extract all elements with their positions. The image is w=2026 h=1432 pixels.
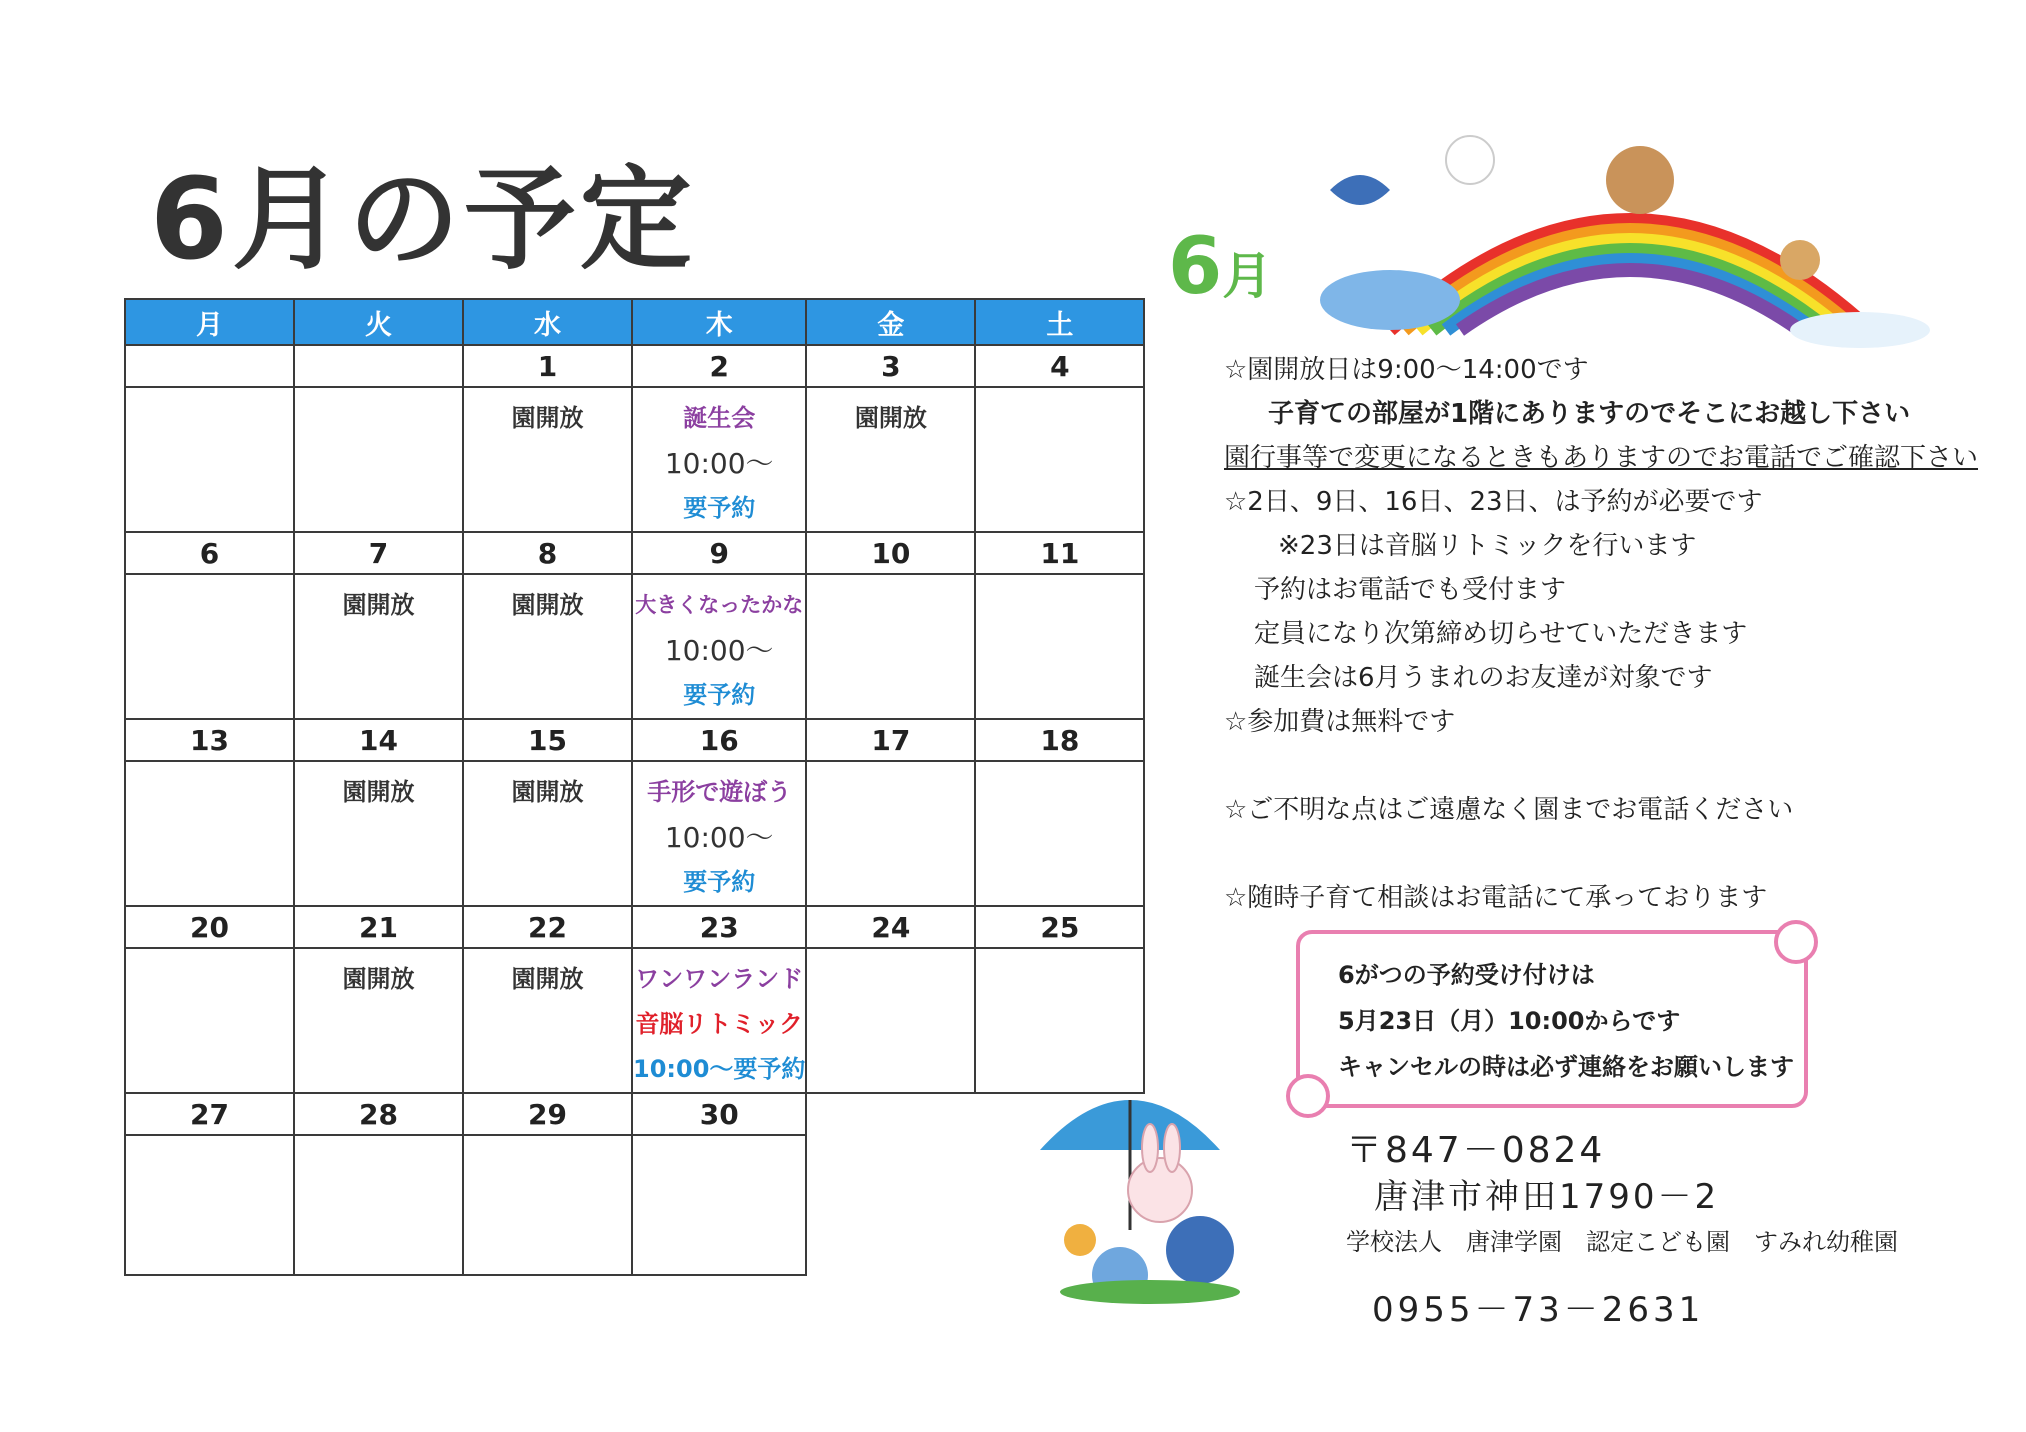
day-number: 29	[463, 1093, 632, 1135]
day-number: 18	[975, 719, 1144, 761]
event-label: 手形で遊ぼう	[647, 778, 792, 806]
page-title: 6月の予定	[150, 155, 696, 285]
day-number: 24	[806, 906, 975, 948]
school-name: 学校法人 唐津学園 認定こども園 すみれ幼稚園	[1346, 1228, 1898, 1256]
postal-code: 〒847－0824	[1346, 1130, 1606, 1171]
day-events-cell	[806, 574, 975, 719]
day-events-row	[125, 1135, 1144, 1275]
day-number: 21	[294, 906, 463, 948]
day-events-cell	[806, 948, 975, 1093]
weekday-tue: 火	[294, 299, 463, 345]
day-number: 11	[975, 532, 1144, 574]
day-events-cell	[632, 761, 806, 906]
month-logo	[1168, 222, 1272, 312]
day-events-cell	[463, 574, 632, 719]
day-number-row	[125, 532, 1144, 574]
day-events-cell	[632, 387, 806, 532]
day-number: 1	[463, 345, 632, 387]
day-events-cell	[975, 574, 1144, 719]
event-label: 園開放	[511, 965, 584, 993]
weekday-thu: 木	[632, 299, 806, 345]
day-events-row	[125, 948, 1144, 1093]
scroll-curl-icon	[1286, 1074, 1330, 1118]
day-number-row	[125, 906, 1144, 948]
consult-note: ☆随時子育て相談はお電話にて承っております	[1224, 883, 1768, 913]
day-number: 16	[632, 719, 806, 761]
event-label: 大きくなったかな	[635, 593, 804, 617]
day-events-cell	[294, 761, 463, 906]
event-label: 10:00～	[664, 447, 774, 480]
day-events-row	[125, 387, 1144, 532]
day-events-cell	[125, 761, 294, 906]
day-events-cell	[463, 1135, 632, 1275]
day-number: 4	[975, 345, 1144, 387]
event-label: 10:00～	[664, 821, 774, 854]
day-number: 17	[806, 719, 975, 761]
day-events-cell	[125, 574, 294, 719]
day-number: 15	[463, 719, 632, 761]
phone-number: 0955－73－2631	[1372, 1290, 1705, 1330]
capacity-note: 定員になり次第締め切らせていただきます	[1254, 619, 1748, 649]
day-events-cell	[632, 948, 806, 1093]
day-events-cell	[294, 948, 463, 1093]
event-label: 園開放	[511, 591, 584, 619]
phone-reserve: 予約はお電話でも受付ます	[1254, 575, 1567, 605]
day-number: 30	[632, 1093, 806, 1135]
questions-note: ☆ご不明な点はご遠慮なく園までお電話ください	[1224, 795, 1794, 825]
day-events-cell	[125, 1135, 294, 1275]
info-panel	[1224, 348, 2014, 920]
event-label: 要予約	[683, 681, 756, 709]
day-events-cell	[975, 761, 1144, 906]
day-number: 8	[463, 532, 632, 574]
day-number: 14	[294, 719, 463, 761]
month-unit: 月	[1222, 247, 1273, 305]
day-number	[125, 345, 294, 387]
rhythmic-note: ※23日は音脳リトミックを行います	[1278, 531, 1697, 561]
day-events-row	[125, 761, 1144, 906]
umbrella-bunny-illustration	[1000, 1060, 1270, 1310]
day-events-cell	[294, 574, 463, 719]
calendar-table	[124, 298, 1145, 1276]
day-number-row	[125, 1093, 1144, 1135]
day-events-row	[125, 574, 1144, 719]
event-label: 10:00～	[664, 634, 774, 667]
event-label: 園開放	[854, 404, 927, 432]
weekday-wed: 水	[463, 299, 632, 345]
day-events-cell	[294, 387, 463, 532]
day-number: 6	[125, 532, 294, 574]
day-events-cell	[806, 387, 975, 532]
day-events-cell	[125, 948, 294, 1093]
day-number: 23	[632, 906, 806, 948]
event-label: 園開放	[511, 778, 584, 806]
day-number: 25	[975, 906, 1144, 948]
day-events-cell	[975, 387, 1144, 532]
street-address: 唐津市神田1790－2	[1374, 1177, 1720, 1217]
birthday-note: 誕生会は6月うまれのお友達が対象です	[1254, 663, 1713, 693]
day-number: 3	[806, 345, 975, 387]
event-label: 要予約	[683, 494, 756, 522]
month-number: 6	[1168, 222, 1223, 312]
day-number: 27	[125, 1093, 294, 1135]
day-events-cell	[632, 574, 806, 719]
day-number: 28	[294, 1093, 463, 1135]
day-events-cell	[294, 1135, 463, 1275]
day-number: 10	[806, 532, 975, 574]
day-events-cell	[125, 387, 294, 532]
day-number: 13	[125, 719, 294, 761]
day-number: 9	[632, 532, 806, 574]
address-block	[1346, 1128, 1898, 1331]
weekday-mon: 月	[125, 299, 294, 345]
empty-cell	[806, 1093, 975, 1135]
day-number	[294, 345, 463, 387]
event-label: 園開放	[342, 778, 415, 806]
event-label: 園開放	[342, 965, 415, 993]
notice-line-1: 6がつの予約受け付けは	[1338, 961, 1595, 989]
event-label: 10:00～要予約	[633, 1055, 806, 1083]
event-label: ワンワンランド	[635, 965, 804, 993]
day-events-cell	[463, 387, 632, 532]
day-number-row	[125, 719, 1144, 761]
event-label: 園開放	[342, 591, 415, 619]
open-hours: ☆園開放日は9:00～14:00です	[1224, 355, 1589, 385]
rainbow-illustration	[1300, 130, 1940, 350]
scroll-curl-icon	[1774, 920, 1818, 964]
notice-line-3: キャンセルの時は必ず連絡をお願いします	[1338, 1053, 1794, 1081]
day-number: 20	[125, 906, 294, 948]
notice-line-2: 5月23日（月）10:00からです	[1338, 1007, 1681, 1035]
weekday-header-row	[125, 299, 1144, 345]
change-note: 園行事等で変更になるときもありますのでお電話でご確認下さい	[1224, 443, 1979, 473]
day-events-cell	[463, 761, 632, 906]
empty-cell	[806, 1135, 975, 1275]
day-number-row	[125, 345, 1144, 387]
day-number: 7	[294, 532, 463, 574]
day-events-cell	[806, 761, 975, 906]
weekday-sat: 土	[975, 299, 1144, 345]
day-events-cell	[463, 948, 632, 1093]
day-number: 22	[463, 906, 632, 948]
room-note: 子育ての部屋が1階にありますのでそこにお越し下さい	[1268, 399, 1911, 429]
day-number: 2	[632, 345, 806, 387]
event-label: 要予約	[683, 868, 756, 896]
reservation-notice	[1296, 930, 1808, 1108]
reserve-days: ☆2日、9日、16日、23日、は予約が必要です	[1224, 487, 1763, 517]
fee-note: ☆参加費は無料です	[1224, 707, 1456, 737]
event-label: 音脳リトミック	[635, 1010, 803, 1038]
event-label: 園開放	[511, 404, 584, 432]
weekday-fri: 金	[806, 299, 975, 345]
event-label: 誕生会	[683, 404, 756, 432]
day-events-cell	[632, 1135, 806, 1275]
